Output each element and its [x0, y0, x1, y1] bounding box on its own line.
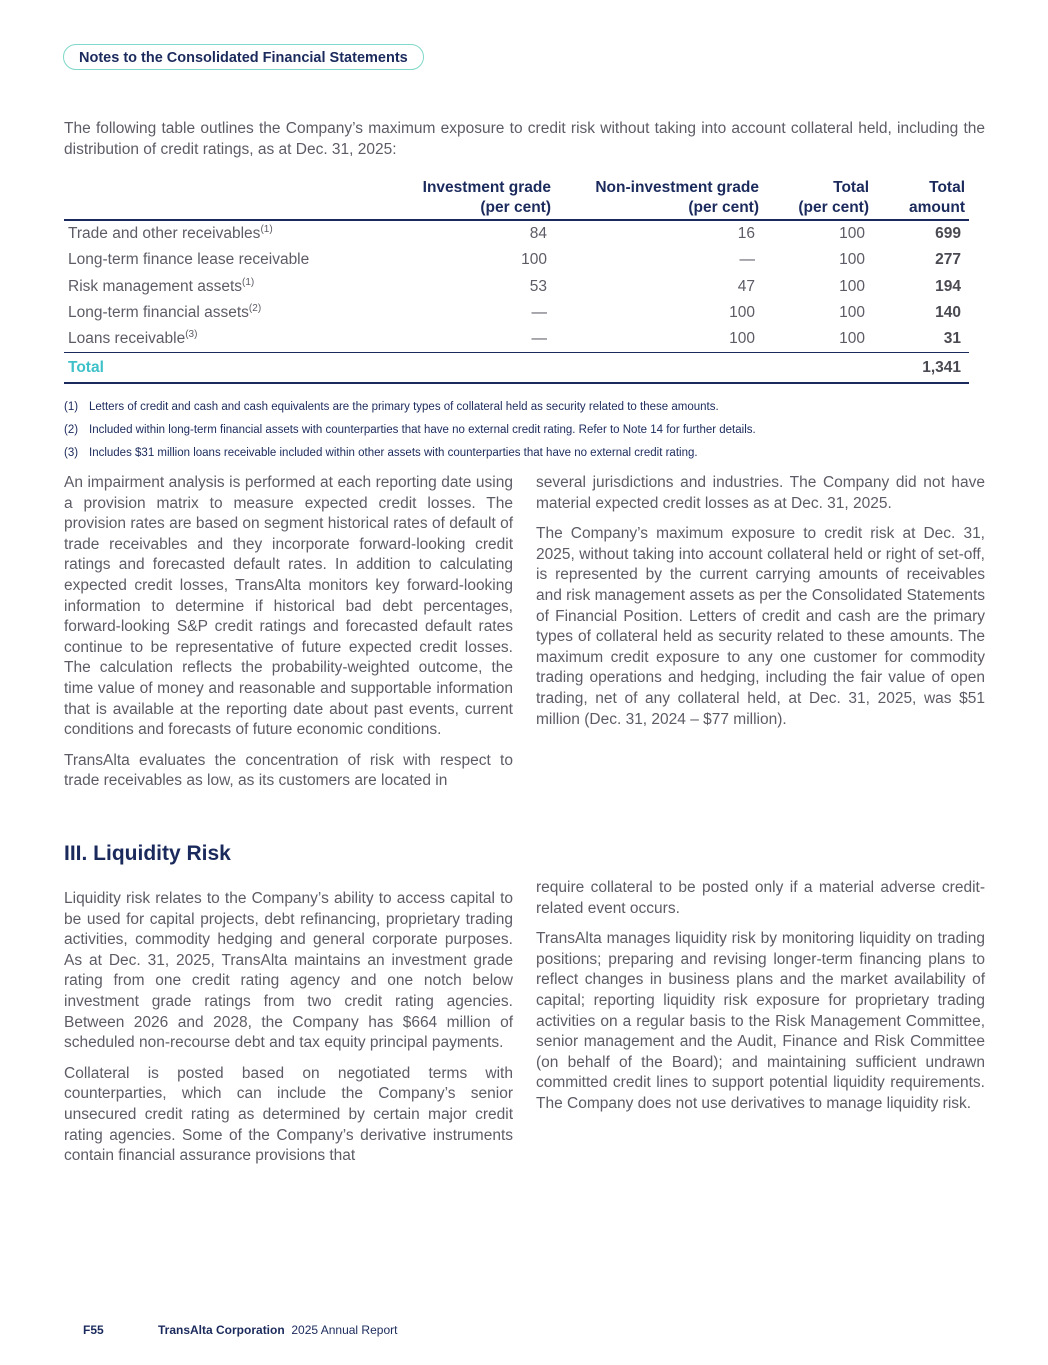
- table-row: [64, 274, 969, 300]
- table-row: [64, 247, 969, 273]
- paragraph: require collateral to be posted only if a material adverse credit-related event occurs.: [536, 879, 985, 917]
- row-label: Trade and other receivables$^{(1)}$: [68, 224, 273, 243]
- table-row: [64, 220, 969, 247]
- credit-risk-table: [64, 178, 969, 384]
- paragraph: Liquidity risk relates to the Company’s ability to access capital to be used for capital projects, debt refinancing, proprietary trading activities, commodity hedging and general corporate purposes. As at Dec. 31, 2025, TransAlta maintains an investment grade rating from one credit rating agency and one notch below investment grade ratings from two credit rating agencies. Between 2026 and 2028, the Company has $664 million of scheduled non-recourse debt and tax equity principal payments.: [64, 890, 513, 1052]
- credit-risk-right-column: [536, 473, 985, 740]
- cell-total-percent: 100: [839, 251, 865, 269]
- paragraph: TransAlta evaluates the concentration of risk with respect to trade receivables as low, as its customers are located in: [64, 751, 513, 790]
- total-amount: 1,341: [873, 353, 969, 384]
- total-label: Total: [64, 353, 402, 384]
- cell-amount: 31: [873, 326, 969, 353]
- table-header-row: [64, 178, 969, 220]
- credit-risk-left-column: [64, 473, 513, 802]
- header-non-investment-grade: Non-investment grade (per cent): [555, 178, 763, 220]
- header-investment-grade: Investment grade (per cent): [402, 178, 555, 220]
- cell-non-investment-grade: —: [739, 251, 755, 269]
- footnote: (2) Included within long-term financial assets with counterparties that have no external credit rating. Refer to Note 14 for further details.: [64, 424, 756, 436]
- cell-total-percent: 100: [839, 304, 865, 322]
- cell-amount: 140: [935, 304, 961, 322]
- table-row: [64, 300, 969, 326]
- cell-non-investment-grade: 100: [555, 326, 763, 353]
- cell-total-percent: 100: [763, 326, 873, 353]
- cell-total-percent: 100: [839, 277, 865, 295]
- cell-investment-grade: —: [531, 304, 547, 322]
- footer-report-title: 2025 Annual Report: [291, 1323, 398, 1337]
- cell-amount: 194: [935, 277, 961, 295]
- row-label: Risk management assets$^{(1)}$: [68, 276, 255, 295]
- cell-investment-grade: —: [402, 326, 555, 353]
- table-total-row: [64, 353, 969, 384]
- table-row: [64, 326, 969, 353]
- intro-paragraph: The following table outlines the Company’s maximum exposure to credit risk without taking into account collateral held, including the distribution of credit ratings, as at Dec. 31, 2025:: [64, 120, 985, 158]
- header-label: [64, 178, 402, 220]
- footer-company: TransAlta Corporation: [158, 1323, 285, 1337]
- cell-amount: 699: [935, 225, 961, 243]
- header-total-percent: Total (per cent): [763, 178, 873, 220]
- paragraph: several jurisdictions and industries. The Company did not have material expected credit losses as at Dec. 31, 2025.: [536, 474, 985, 512]
- cell-non-investment-grade: 47: [737, 277, 755, 295]
- paragraph: TransAlta manages liquidity risk by monitoring liquidity on trading positions; preparing and revising longer-term financing plans to reflect changes in business plans and the market availability of capital; reporting liquidity risk exposure for proprietary trading activities on a regular basis to the Risk Management Committee, senior management and the Audit, Finance and Risk Committee (on behalf of the Board); and maintaining sufficient undrawn committed credit lines to support potential liquidity requirements. The Company does not use derivatives to manage liquidity risk.: [536, 930, 985, 1112]
- section-tag: Notes to the Consolidated Financial Statements: [63, 44, 424, 70]
- row-label: Long-term financial assets$^{(2)}$: [68, 303, 262, 322]
- cell-non-investment-grade: 100: [729, 304, 755, 322]
- footnote: (3) Includes $31 million loans receivable included within other assets with counterparties that have no external credit rating.: [64, 447, 698, 459]
- footnote: (1) Letters of credit and cash and cash equivalents are the primary types of collateral held as security related to these amounts.: [64, 401, 719, 413]
- liquidity-right-column: [536, 878, 985, 1125]
- footer-report: [158, 1323, 397, 1337]
- section-heading-liquidity-risk: III. Liquidity Risk: [64, 842, 231, 865]
- cell-investment-grade: 100: [521, 251, 547, 269]
- header-total-amount: Total amount: [873, 178, 969, 220]
- cell-investment-grade: 84: [529, 225, 547, 243]
- paragraph: Collateral is posted based on negotiated terms with counterparties, which can include the Company’s senior unsecured credit rating as determined by certain major credit rating agencies. Some of the Company’s derivative instruments contain financial assurance provisions that: [64, 1064, 513, 1165]
- liquidity-left-column: [64, 889, 513, 1177]
- cell-total-percent: 100: [839, 225, 865, 243]
- row-label: Loans receivable$^{(3)}$: [64, 326, 402, 353]
- page-number: F55: [83, 1323, 104, 1337]
- row-label: Long-term finance lease receivable: [68, 251, 310, 269]
- cell-amount: 277: [935, 251, 961, 269]
- cell-investment-grade: 53: [529, 277, 547, 295]
- paragraph: An impairment analysis is performed at each reporting date using a provision matrix to measure expected credit losses. The provision rates are based on segment historical rates of default of trade receivables and they incorporate forward-looking credit ratings and forecasted default rates. In addition to calculating expected credit losses, TransAlta monitors key forward-looking information to determine if historical bad debt percentages, forward-looking S&P credit ratings and forecasted default rates continue to be representative of future expected credit losses. The calculation reflects the probability-weighted outcome, the time value of money and reasonable and supportable information that is available at the reporting date about past events, current conditions and forecasts of future economic conditions.: [64, 474, 513, 739]
- cell-non-investment-grade: 16: [737, 225, 755, 243]
- paragraph: The Company’s maximum exposure to credit risk at Dec. 31, 2025, without taking into account collateral held or right of set-off, is represented by the current carrying amounts of receivables and risk management assets as per the Consolidated Statements of Financial Position. Letters of credit and cash are the primary types of collateral held as security related to these amounts. The maximum credit exposure to any one customer for commodity trading operations and hedging, including the fair value of open trading, net of any collateral held, at Dec. 31, 2025, was $51 million (Dec. 31, 2024 – $77 million).: [536, 525, 985, 728]
